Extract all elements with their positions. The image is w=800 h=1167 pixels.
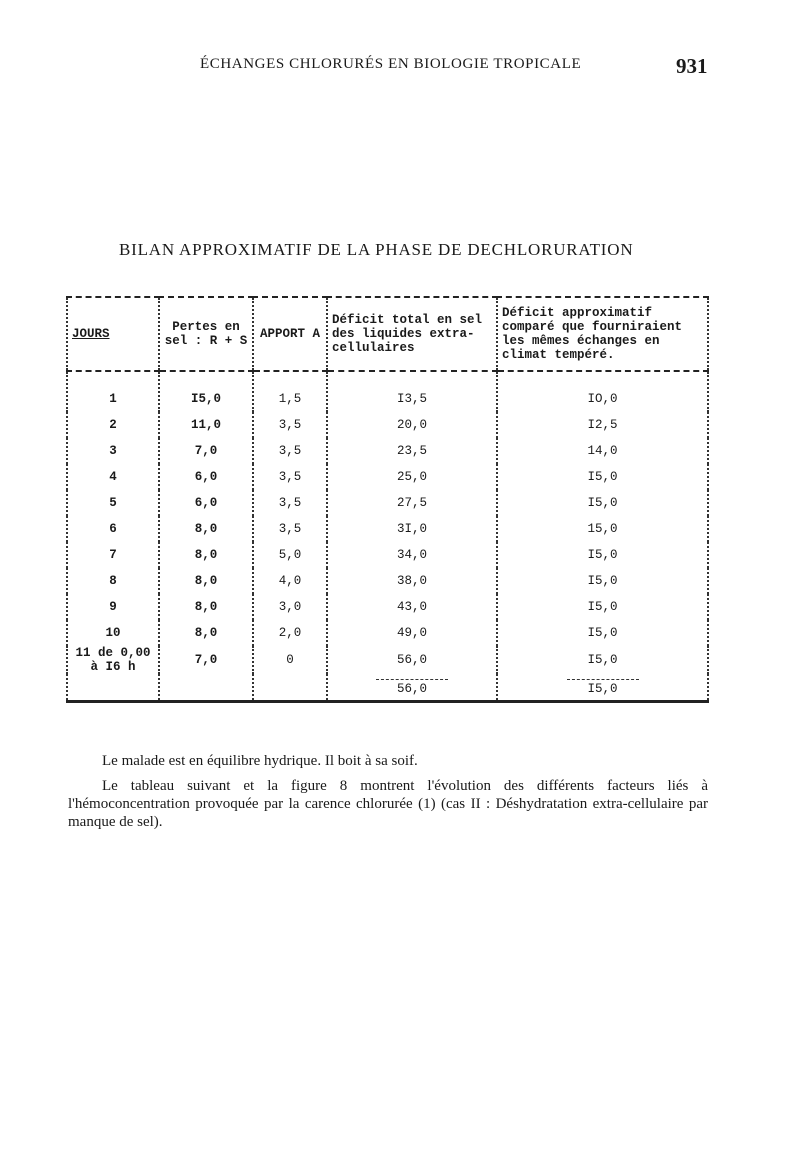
table-body: [67, 371, 708, 702]
apport-cell: 4,0: [253, 568, 327, 594]
total-row: [67, 674, 708, 702]
total-pertes-cell: [159, 674, 253, 702]
pertes-cell: 7,0: [159, 438, 253, 464]
deficit-cell: 20,0: [327, 412, 497, 438]
apport-cell: 3,5: [253, 412, 327, 438]
deficit-cell: 56,0: [327, 646, 497, 674]
deficit-cell: 3I,0: [327, 516, 497, 542]
table-row: [67, 438, 708, 464]
column-header-pertes: Pertes en sel : R + S: [159, 297, 253, 371]
deficit-cell: 27,5: [327, 490, 497, 516]
total-approx-cell: [497, 674, 708, 702]
pertes-cell: 8,0: [159, 594, 253, 620]
pertes-cell: 8,0: [159, 568, 253, 594]
table-row: [67, 620, 708, 646]
approx-cell: I5,0: [497, 542, 708, 568]
jour-cell: 7: [67, 542, 159, 568]
table-row: [67, 646, 708, 674]
table-row: [67, 568, 708, 594]
paragraph-hydrique: Le malade est en équilibre hydrique. Il boit à sa soif.: [102, 753, 418, 769]
total-deficit-cell: [327, 674, 497, 702]
table-row: [67, 464, 708, 490]
approx-cell: I5,0: [497, 568, 708, 594]
paragraph-evolution: Le tableau suivant et la figure 8 montrent l'évolution des différents facteurs liés à l'hémoconcentration provoquée par la carence chlorurée (1) (cas II : Déshydratation extra-cellulaire par manque de sel).: [68, 778, 708, 830]
deficit-cell: 49,0: [327, 620, 497, 646]
pertes-cell: 8,0: [159, 542, 253, 568]
total-deficit: 56,0: [376, 679, 448, 696]
pertes-cell: I5,0: [159, 371, 253, 412]
deficit-cell: 38,0: [327, 568, 497, 594]
table-header-row: [67, 297, 708, 371]
pertes-cell: 8,0: [159, 516, 253, 542]
jour-cell: 4: [67, 464, 159, 490]
apport-cell: 2,0: [253, 620, 327, 646]
jour-cell: 2: [67, 412, 159, 438]
approx-cell: I5,0: [497, 594, 708, 620]
table-row: [67, 490, 708, 516]
apport-cell: 0: [253, 646, 327, 674]
apport-cell: 3,5: [253, 464, 327, 490]
apport-cell: 5,0: [253, 542, 327, 568]
approx-cell: 14,0: [497, 438, 708, 464]
jour-cell: 10: [67, 620, 159, 646]
table-title: BILAN APPROXIMATIF DE LA PHASE DE DECHLORURATION: [119, 240, 634, 259]
pertes-cell: 8,0: [159, 620, 253, 646]
jour-cell: 11 de 0,00 à I6 h: [67, 646, 159, 674]
approx-cell: I5,0: [497, 646, 708, 674]
column-header-jours: JOURS: [67, 297, 159, 371]
apport-cell: 3,5: [253, 516, 327, 542]
table-row: [67, 594, 708, 620]
total-approx: I5,0: [567, 679, 639, 696]
jour-cell: 5: [67, 490, 159, 516]
pertes-cell: 7,0: [159, 646, 253, 674]
approx-cell: I5,0: [497, 620, 708, 646]
table-row: [67, 542, 708, 568]
approx-cell: I5,0: [497, 490, 708, 516]
column-header-deficit: Déficit total en sel des liquides extra-cellulaires: [327, 297, 497, 371]
jour-cell: 6: [67, 516, 159, 542]
bilan-table: [66, 296, 709, 703]
approx-cell: I5,0: [497, 464, 708, 490]
jour-cell: 3: [67, 438, 159, 464]
column-header-apport: APPORT A: [253, 297, 327, 371]
deficit-cell: 25,0: [327, 464, 497, 490]
jour-cell: 8: [67, 568, 159, 594]
jour-cell: 1: [67, 371, 159, 412]
approx-cell: 15,0: [497, 516, 708, 542]
table-row: [67, 516, 708, 542]
apport-cell: 3,5: [253, 438, 327, 464]
deficit-cell: I3,5: [327, 371, 497, 412]
pertes-cell: 11,0: [159, 412, 253, 438]
table-row: [67, 371, 708, 412]
apport-cell: 3,0: [253, 594, 327, 620]
deficit-cell: 43,0: [327, 594, 497, 620]
table-row: [67, 412, 708, 438]
pertes-cell: 6,0: [159, 490, 253, 516]
total-apport-cell: [253, 674, 327, 702]
deficit-cell: 23,5: [327, 438, 497, 464]
jour-cell: 9: [67, 594, 159, 620]
deficit-cell: 34,0: [327, 542, 497, 568]
page-number: 931: [676, 54, 708, 78]
total-jour-cell: [67, 674, 159, 702]
apport-cell: 1,5: [253, 371, 327, 412]
approx-cell: IO,0: [497, 371, 708, 412]
running-head: ÉCHANGES CHLORURÉS EN BIOLOGIE TROPICALE: [200, 56, 582, 72]
approx-cell: I2,5: [497, 412, 708, 438]
pertes-cell: 6,0: [159, 464, 253, 490]
column-header-approx: Déficit approximatif comparé que fourniraient les mêmes échanges en climat tempéré.: [497, 297, 708, 371]
apport-cell: 3,5: [253, 490, 327, 516]
